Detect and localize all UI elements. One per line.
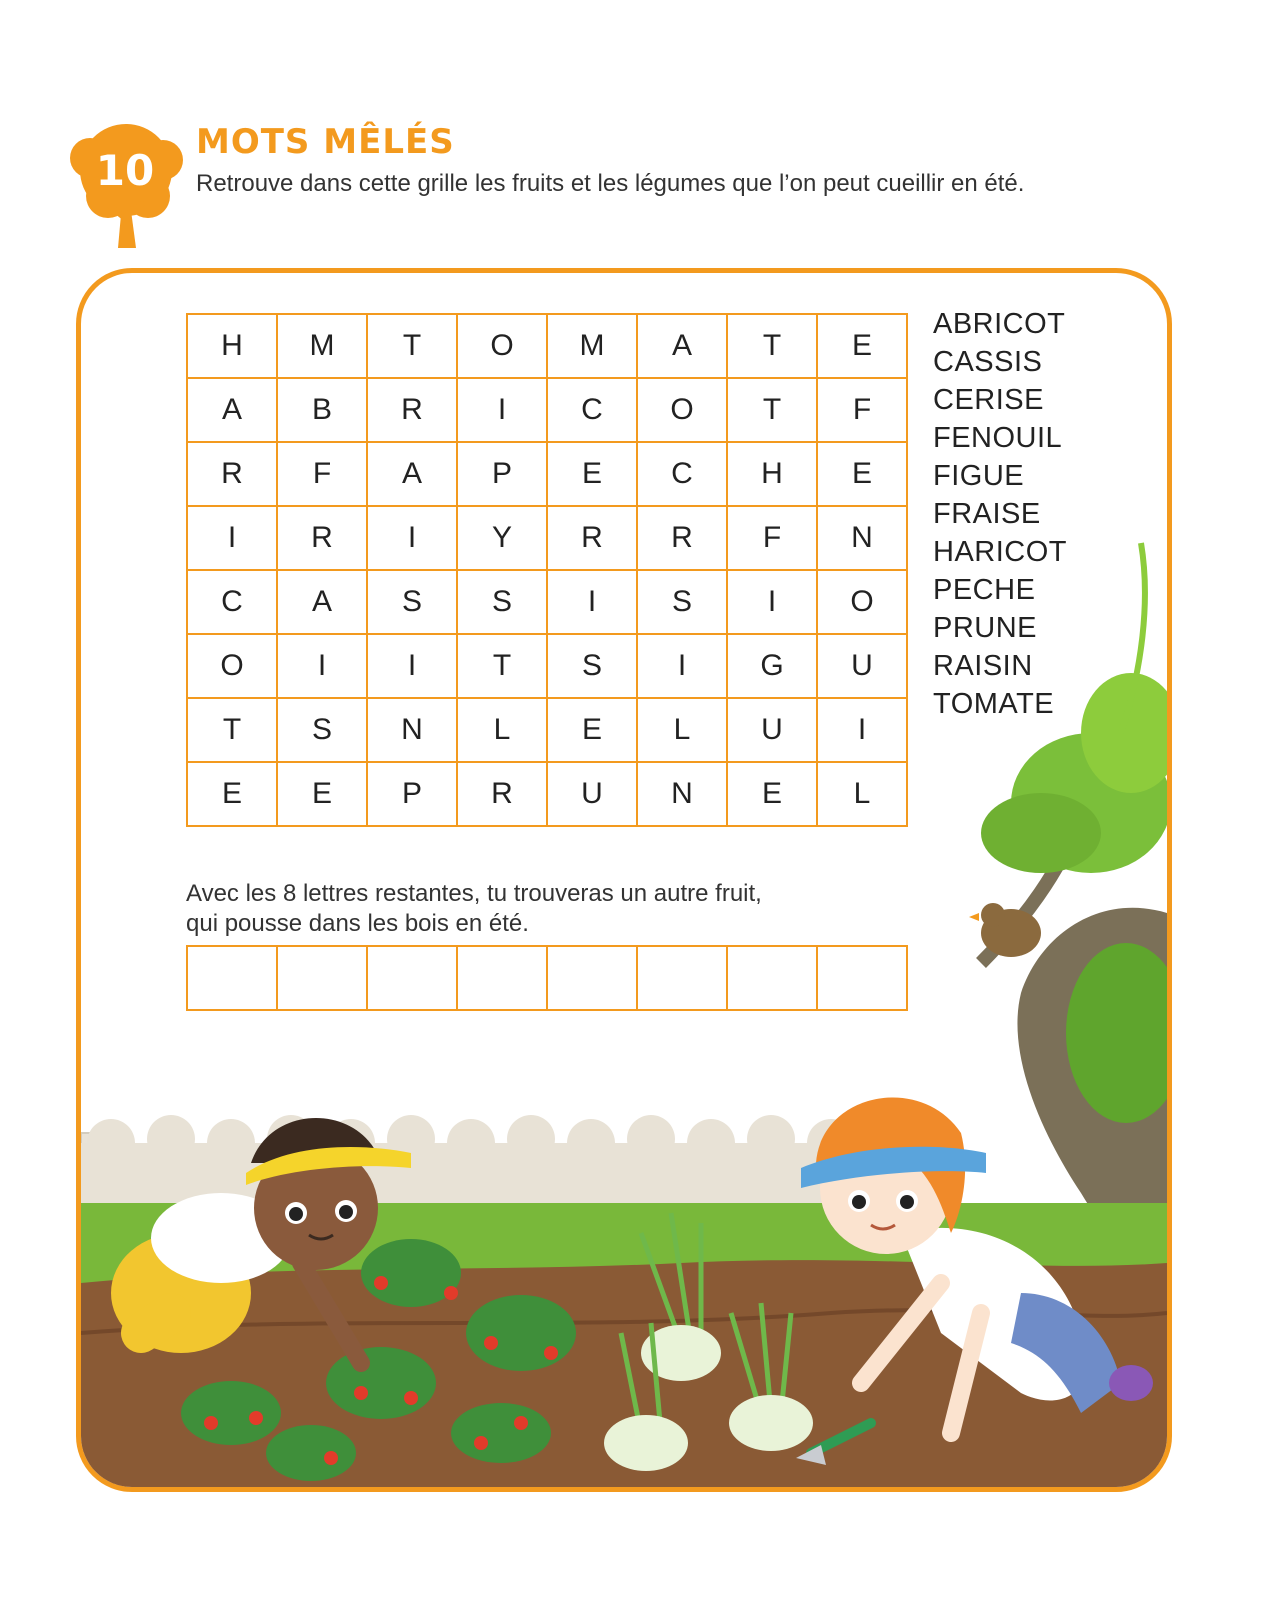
grid-cell[interactable]: R: [547, 506, 637, 570]
grid-cell[interactable]: I: [367, 634, 457, 698]
grid-cell[interactable]: L: [637, 698, 727, 762]
grid-cell[interactable]: G: [727, 634, 817, 698]
grid-cell[interactable]: O: [457, 314, 547, 378]
grid-cell[interactable]: O: [187, 634, 277, 698]
grid-cell[interactable]: T: [187, 698, 277, 762]
grid-cell[interactable]: H: [187, 314, 277, 378]
answer-box[interactable]: [187, 946, 277, 1010]
activity-header: [68, 118, 1248, 268]
grid-cell[interactable]: U: [547, 762, 637, 826]
grid-row: [187, 314, 907, 378]
page-subtitle: Retrouve dans cette grille les fruits et les légumes que l’on peut cueillir en été.: [196, 170, 1025, 197]
word-list: [933, 305, 1067, 723]
grid-cell[interactable]: R: [277, 506, 367, 570]
grid-cell[interactable]: F: [727, 506, 817, 570]
word-list-item: PECHE: [933, 574, 1036, 606]
grid-cell[interactable]: E: [817, 314, 907, 378]
grid-cell[interactable]: Y: [457, 506, 547, 570]
grid-cell[interactable]: C: [547, 378, 637, 442]
grid-cell[interactable]: E: [187, 762, 277, 826]
grid-cell[interactable]: N: [367, 698, 457, 762]
activity-number: 10: [95, 146, 155, 195]
grid-cell[interactable]: P: [457, 442, 547, 506]
grid-cell[interactable]: E: [727, 762, 817, 826]
grid-cell[interactable]: A: [367, 442, 457, 506]
grid-cell[interactable]: S: [457, 570, 547, 634]
grid-cell[interactable]: F: [817, 378, 907, 442]
grid-cell[interactable]: P: [367, 762, 457, 826]
grid-cell[interactable]: T: [367, 314, 457, 378]
answer-box[interactable]: [637, 946, 727, 1010]
grid-cell[interactable]: S: [367, 570, 457, 634]
grid-cell[interactable]: E: [277, 762, 367, 826]
instruction-line-2: qui pousse dans les bois en été.: [186, 910, 529, 937]
grid-cell[interactable]: E: [547, 698, 637, 762]
grid-cell[interactable]: I: [817, 698, 907, 762]
grid-cell[interactable]: I: [457, 378, 547, 442]
grid-cell[interactable]: N: [817, 506, 907, 570]
grid-cell[interactable]: S: [547, 634, 637, 698]
word-list-item: FIGUE: [933, 460, 1025, 492]
grid-cell[interactable]: F: [277, 442, 367, 506]
grid-row: [187, 698, 907, 762]
word-list-item: FENOUIL: [933, 422, 1063, 454]
answer-box[interactable]: [547, 946, 637, 1010]
grid-row: [187, 378, 907, 442]
grid-cell[interactable]: N: [637, 762, 727, 826]
grid-row: [187, 506, 907, 570]
grid-cell[interactable]: C: [187, 570, 277, 634]
answer-box[interactable]: [367, 946, 457, 1010]
grid-cell[interactable]: R: [637, 506, 727, 570]
grid-cell[interactable]: B: [277, 378, 367, 442]
word-list-item: FRAISE: [933, 498, 1041, 530]
word-list-item: CERISE: [933, 384, 1044, 416]
grid-cell[interactable]: U: [817, 634, 907, 698]
grid-cell[interactable]: R: [457, 762, 547, 826]
grid-cell[interactable]: I: [547, 570, 637, 634]
grid-row: [187, 762, 907, 826]
word-list-item: HARICOT: [933, 536, 1067, 568]
grid-cell[interactable]: I: [277, 634, 367, 698]
grid-cell[interactable]: T: [727, 378, 817, 442]
word-list-item: PRUNE: [933, 612, 1038, 644]
word-list-item: RAISIN: [933, 650, 1033, 682]
grid-cell[interactable]: S: [637, 570, 727, 634]
word-list-item: ABRICOT: [933, 308, 1066, 340]
grid-cell[interactable]: T: [727, 314, 817, 378]
grid-cell[interactable]: M: [547, 314, 637, 378]
grid-cell[interactable]: U: [727, 698, 817, 762]
grid-cell[interactable]: C: [637, 442, 727, 506]
activity-frame: [76, 268, 1172, 1492]
word-list-item: CASSIS: [933, 346, 1043, 378]
grid-cell[interactable]: R: [187, 442, 277, 506]
grid-cell[interactable]: L: [457, 698, 547, 762]
grid-row: [187, 442, 907, 506]
answer-box[interactable]: [817, 946, 907, 1010]
answer-boxes: [186, 945, 908, 1011]
word-list-item: TOMATE: [933, 688, 1055, 720]
grid-cell[interactable]: R: [367, 378, 457, 442]
grid-row: [187, 634, 907, 698]
grid-cell[interactable]: A: [637, 314, 727, 378]
grid-cell[interactable]: E: [547, 442, 637, 506]
grid-cell[interactable]: H: [727, 442, 817, 506]
grid-cell[interactable]: S: [277, 698, 367, 762]
answer-box[interactable]: [277, 946, 367, 1010]
answer-box[interactable]: [727, 946, 817, 1010]
grid-cell[interactable]: O: [637, 378, 727, 442]
instruction-text: [186, 879, 886, 939]
word-search-grid: [186, 313, 908, 827]
grid-cell[interactable]: M: [277, 314, 367, 378]
grid-cell[interactable]: L: [817, 762, 907, 826]
grid-cell[interactable]: I: [367, 506, 457, 570]
grid-cell[interactable]: E: [817, 442, 907, 506]
grid-cell[interactable]: T: [457, 634, 547, 698]
page-title: MOTS MÊLÉS: [196, 122, 455, 162]
grid-cell[interactable]: A: [187, 378, 277, 442]
grid-cell[interactable]: I: [727, 570, 817, 634]
grid-cell[interactable]: I: [637, 634, 727, 698]
grid-cell[interactable]: O: [817, 570, 907, 634]
grid-row: [187, 570, 907, 634]
instruction-line-1: Avec les 8 lettres restantes, tu trouveras un autre fruit,: [186, 880, 762, 907]
grid-cell[interactable]: A: [277, 570, 367, 634]
tree-badge-icon: [68, 118, 188, 263]
grid-cell[interactable]: I: [187, 506, 277, 570]
answer-box[interactable]: [457, 946, 547, 1010]
